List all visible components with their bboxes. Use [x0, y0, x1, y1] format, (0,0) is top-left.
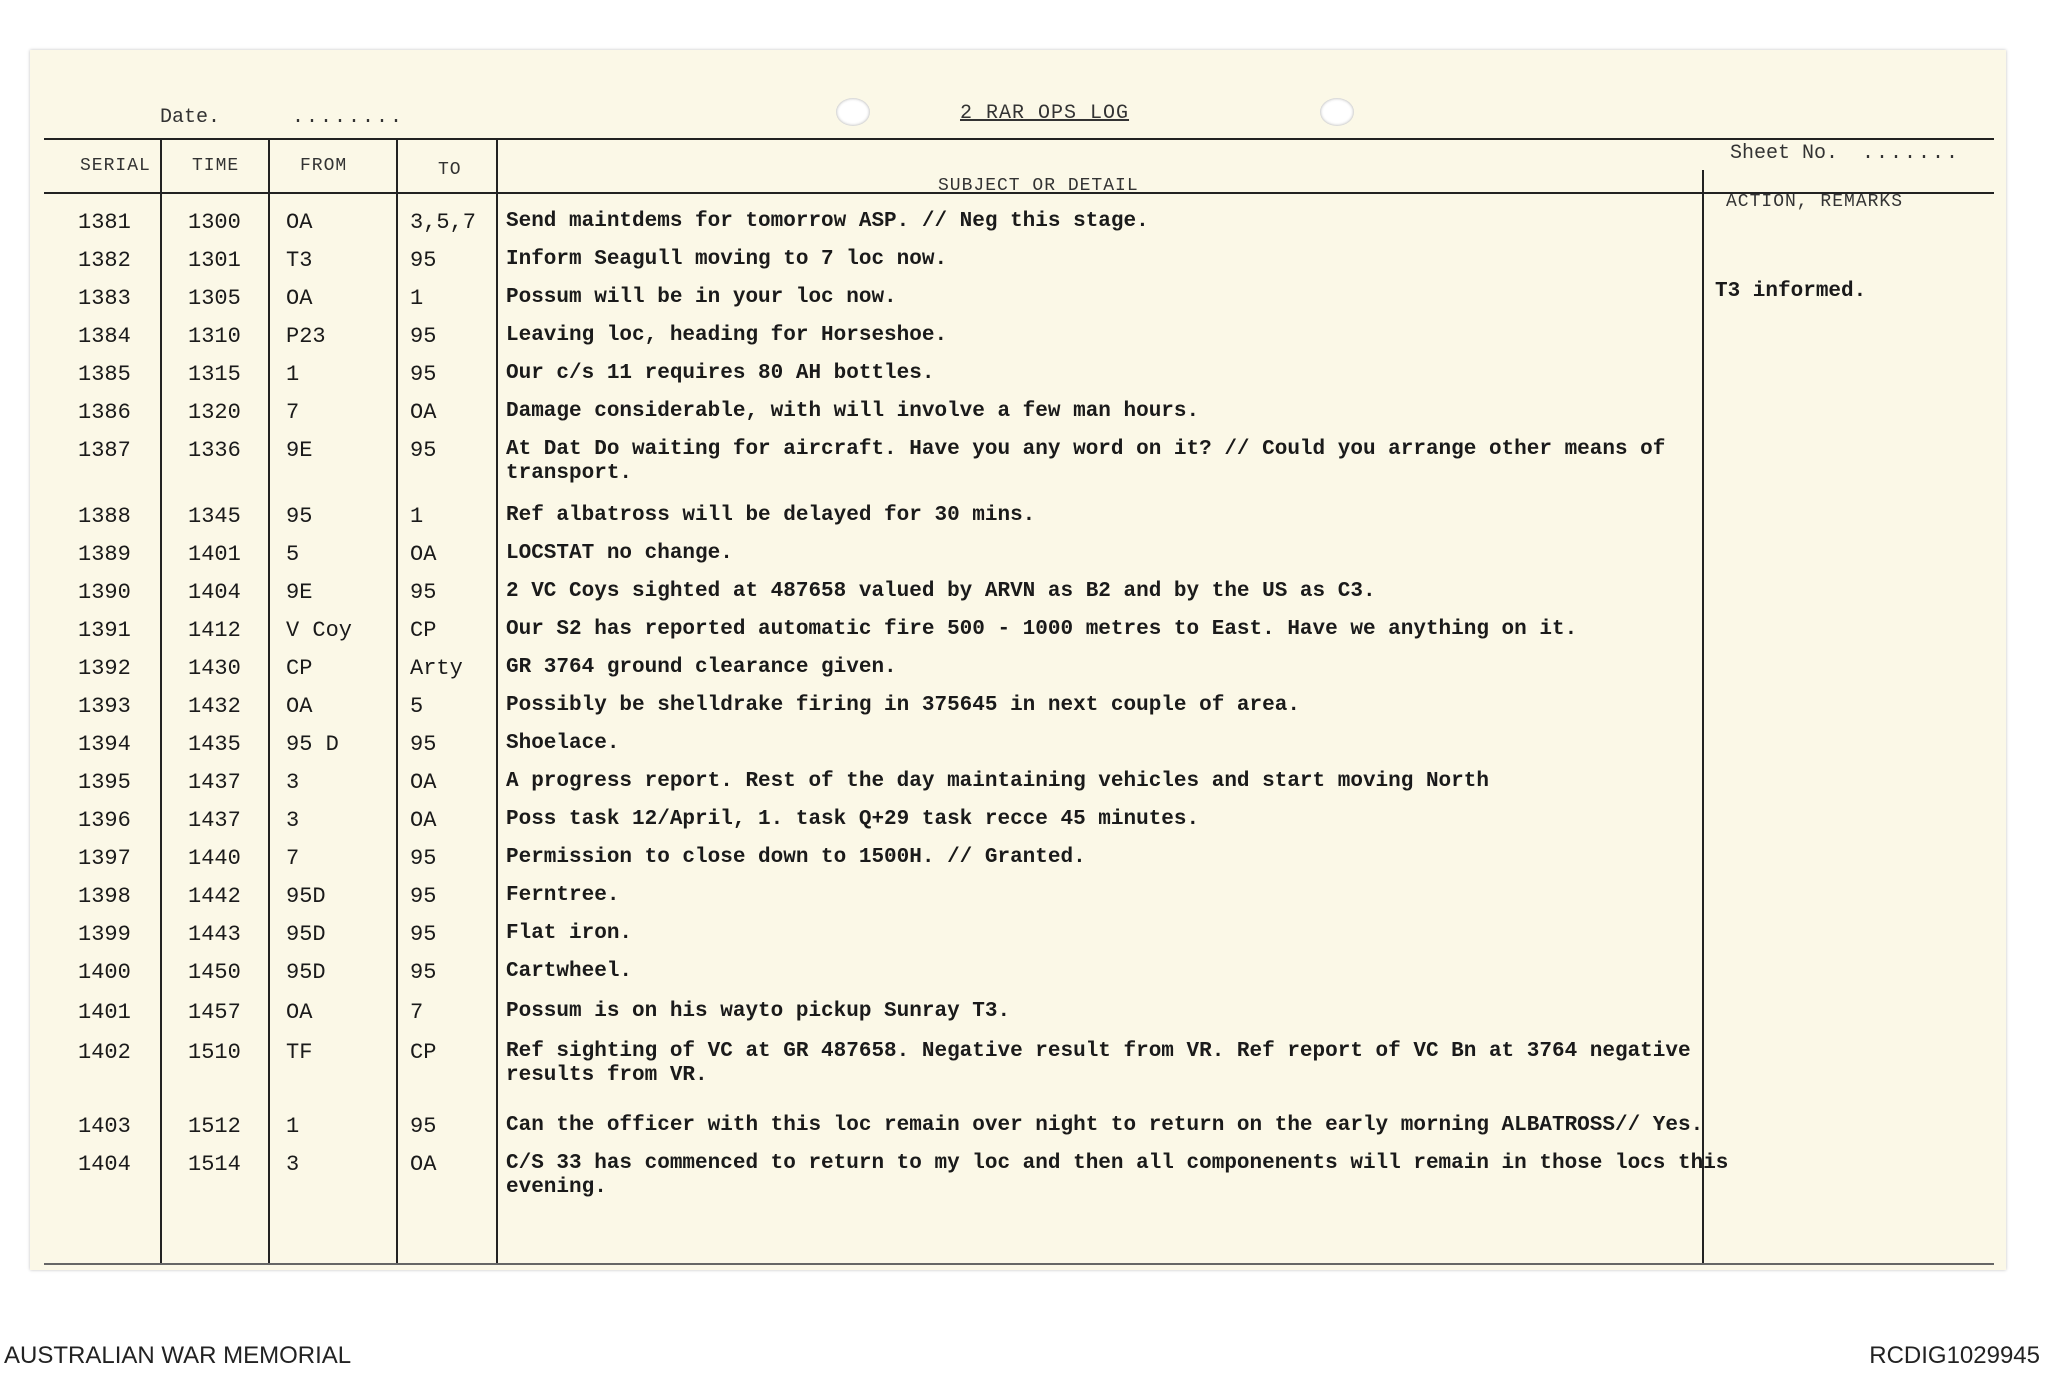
- to-cell: 95: [410, 324, 437, 349]
- to-cell: 5: [410, 694, 424, 719]
- from-cell: OA: [286, 694, 313, 719]
- subject-cell: Ferntree.: [506, 884, 620, 907]
- subject-cell: Can the officer with this loc remain over night to return on the early morning ALBATROSS// Yes.: [506, 1114, 1704, 1137]
- time-cell: 1305: [188, 286, 241, 311]
- sheet-number-field: [1730, 142, 1960, 165]
- from-cell: TF: [286, 1040, 313, 1065]
- action-remark: T3 informed.: [1715, 280, 1867, 303]
- from-cell: 95D: [286, 960, 326, 985]
- subject-cell: Shoelace.: [506, 732, 620, 755]
- serial-cell: 1387: [78, 438, 131, 463]
- subject-cell: Possibly be shelldrake firing in 375645 in next couple of area.: [506, 694, 1300, 717]
- header-top-rule: [44, 138, 1994, 140]
- serial-cell: 1404: [78, 1152, 131, 1177]
- subject-cell: LOCSTAT no change.: [506, 542, 733, 565]
- time-cell: 1440: [188, 846, 241, 871]
- serial-cell: 1394: [78, 732, 131, 757]
- to-cell: CP: [410, 618, 437, 643]
- time-cell: 1450: [188, 960, 241, 985]
- to-cell: Arty: [410, 656, 463, 681]
- serial-cell: 1383: [78, 286, 131, 311]
- to-cell: 7: [410, 1000, 424, 1025]
- serial-cell: 1391: [78, 618, 131, 643]
- from-cell: 5: [286, 542, 300, 567]
- column-header-to: TO: [438, 160, 462, 180]
- subject-cell: Possum is on his wayto pickup Sunray T3.: [506, 1000, 1011, 1023]
- col-divider-from-to: [396, 138, 398, 1263]
- subject-cell: Our c/s 11 requires 80 AH bottles.: [506, 362, 935, 385]
- serial-cell: 1384: [78, 324, 131, 349]
- serial-cell: 1400: [78, 960, 131, 985]
- to-cell: 95: [410, 960, 437, 985]
- subject-cell: Damage considerable, with will involve a few man hours.: [506, 400, 1200, 423]
- log-sheet: [30, 50, 2006, 1270]
- to-cell: 95: [410, 846, 437, 871]
- time-cell: 1401: [188, 542, 241, 567]
- sheet-dots: .......: [1862, 142, 1961, 165]
- serial-cell: 1397: [78, 846, 131, 871]
- to-cell: 95: [410, 922, 437, 947]
- to-cell: 95: [410, 248, 437, 273]
- from-cell: 1: [286, 1114, 300, 1139]
- time-cell: 1336: [188, 438, 241, 463]
- from-cell: 3: [286, 1152, 300, 1177]
- time-cell: 1345: [188, 504, 241, 529]
- subject-cell: Send maintdems for tomorrow ASP. // Neg this stage.: [506, 210, 1149, 233]
- col-divider-serial-time: [160, 138, 162, 1263]
- footer-credit: AUSTRALIAN WAR MEMORIAL: [4, 1342, 352, 1369]
- time-cell: 1457: [188, 1000, 241, 1025]
- serial-cell: 1392: [78, 656, 131, 681]
- time-cell: 1435: [188, 732, 241, 757]
- from-cell: 3: [286, 770, 300, 795]
- time-cell: 1443: [188, 922, 241, 947]
- time-cell: 1315: [188, 362, 241, 387]
- time-cell: 1514: [188, 1152, 241, 1177]
- serial-cell: 1399: [78, 922, 131, 947]
- to-cell: 95: [410, 438, 437, 463]
- to-cell: CP: [410, 1040, 437, 1065]
- subject-cell: Our S2 has reported automatic fire 500 - 1000 metres to East. Have we anything on it.: [506, 618, 1578, 641]
- from-cell: T3: [286, 248, 313, 273]
- column-header-time: TIME: [192, 156, 240, 176]
- column-header-action: ACTION, REMARKS: [1726, 192, 1904, 212]
- subject-cell: A progress report. Rest of the day maintaining vehicles and start moving North: [506, 770, 1489, 793]
- from-cell: 7: [286, 846, 300, 871]
- serial-cell: 1398: [78, 884, 131, 909]
- from-cell: OA: [286, 210, 313, 235]
- serial-cell: 1403: [78, 1114, 131, 1139]
- subject-cell: Ref albatross will be delayed for 30 mins.: [506, 504, 1036, 527]
- from-cell: 1: [286, 362, 300, 387]
- subject-cell: Leaving loc, heading for Horseshoe.: [506, 324, 948, 347]
- serial-cell: 1393: [78, 694, 131, 719]
- subject-cell: 2 VC Coys sighted at 487658 valued by ARVN as B2 and by the US as C3.: [506, 580, 1376, 603]
- time-cell: 1442: [188, 884, 241, 909]
- to-cell: OA: [410, 770, 437, 795]
- from-cell: 95D: [286, 922, 326, 947]
- from-cell: 95: [286, 504, 313, 529]
- serial-cell: 1381: [78, 210, 131, 235]
- footer-reference-id: RCDIG1029945: [1869, 1342, 2040, 1369]
- date-label: Date.: [160, 106, 221, 129]
- to-cell: 1: [410, 286, 424, 311]
- col-divider-to-subject: [496, 138, 498, 1263]
- subject-cell: Permission to close down to 1500H. // Granted.: [506, 846, 1086, 869]
- serial-cell: 1402: [78, 1040, 131, 1065]
- from-cell: 95 D: [286, 732, 339, 757]
- from-cell: 9E: [286, 580, 313, 605]
- date-dots: ........: [292, 106, 405, 129]
- time-cell: 1320: [188, 400, 241, 425]
- time-cell: 1437: [188, 770, 241, 795]
- subject-cell: Ref sighting of VC at GR 487658. Negative result from VR. Ref report of VC Bn at 3764 negative results from VR.: [506, 1040, 1691, 1087]
- serial-cell: 1385: [78, 362, 131, 387]
- subject-cell: Poss task 12/April, 1. task Q+29 task recce 45 minutes.: [506, 808, 1200, 831]
- punch-hole-right: [1320, 98, 1354, 126]
- page-title: 2 RAR OPS LOG: [960, 102, 1130, 125]
- time-cell: 1412: [188, 618, 241, 643]
- time-cell: 1404: [188, 580, 241, 605]
- col-divider-time-from: [268, 138, 270, 1263]
- serial-cell: 1401: [78, 1000, 131, 1025]
- from-cell: OA: [286, 286, 313, 311]
- subject-cell: At Dat Do waiting for aircraft. Have you any word on it? // Could you arrange other means of transport.: [506, 438, 1666, 485]
- subject-cell: C/S 33 has commenced to return to my loc and then all componenents will remain in those locs this evening.: [506, 1152, 1729, 1199]
- serial-cell: 1386: [78, 400, 131, 425]
- serial-cell: 1389: [78, 542, 131, 567]
- to-cell: OA: [410, 400, 437, 425]
- time-cell: 1310: [188, 324, 241, 349]
- from-cell: 95D: [286, 884, 326, 909]
- to-cell: 95: [410, 884, 437, 909]
- to-cell: OA: [410, 808, 437, 833]
- table-bottom-rule: [44, 1263, 1994, 1265]
- time-cell: 1430: [188, 656, 241, 681]
- time-cell: 1432: [188, 694, 241, 719]
- from-cell: 3: [286, 808, 300, 833]
- to-cell: OA: [410, 542, 437, 567]
- sheet-label: Sheet No.: [1730, 142, 1839, 165]
- from-cell: 7: [286, 400, 300, 425]
- column-header-subject: SUBJECT OR DETAIL: [938, 176, 1139, 196]
- column-header-serial: SERIAL: [80, 156, 151, 176]
- from-cell: 9E: [286, 438, 313, 463]
- subject-cell: Cartwheel.: [506, 960, 633, 983]
- to-cell: 95: [410, 1114, 437, 1139]
- to-cell: 1: [410, 504, 424, 529]
- subject-cell: GR 3764 ground clearance given.: [506, 656, 897, 679]
- date-field: [160, 106, 404, 129]
- from-cell: P23: [286, 324, 326, 349]
- serial-cell: 1388: [78, 504, 131, 529]
- to-cell: 95: [410, 580, 437, 605]
- time-cell: 1301: [188, 248, 241, 273]
- punch-hole-left: [836, 98, 870, 126]
- subject-cell: Possum will be in your loc now.: [506, 286, 897, 309]
- time-cell: 1512: [188, 1114, 241, 1139]
- to-cell: 95: [410, 362, 437, 387]
- to-cell: OA: [410, 1152, 437, 1177]
- serial-cell: 1390: [78, 580, 131, 605]
- time-cell: 1510: [188, 1040, 241, 1065]
- serial-cell: 1395: [78, 770, 131, 795]
- from-cell: OA: [286, 1000, 313, 1025]
- from-cell: CP: [286, 656, 313, 681]
- column-header-from: FROM: [300, 156, 348, 176]
- from-cell: V Coy: [286, 618, 353, 643]
- subject-cell: Inform Seagull moving to 7 loc now.: [506, 248, 948, 271]
- time-cell: 1437: [188, 808, 241, 833]
- serial-cell: 1396: [78, 808, 131, 833]
- serial-cell: 1382: [78, 248, 131, 273]
- to-cell: 95: [410, 732, 437, 757]
- subject-cell: Flat iron.: [506, 922, 633, 945]
- time-cell: 1300: [188, 210, 241, 235]
- to-cell: 3,5,7: [410, 210, 477, 235]
